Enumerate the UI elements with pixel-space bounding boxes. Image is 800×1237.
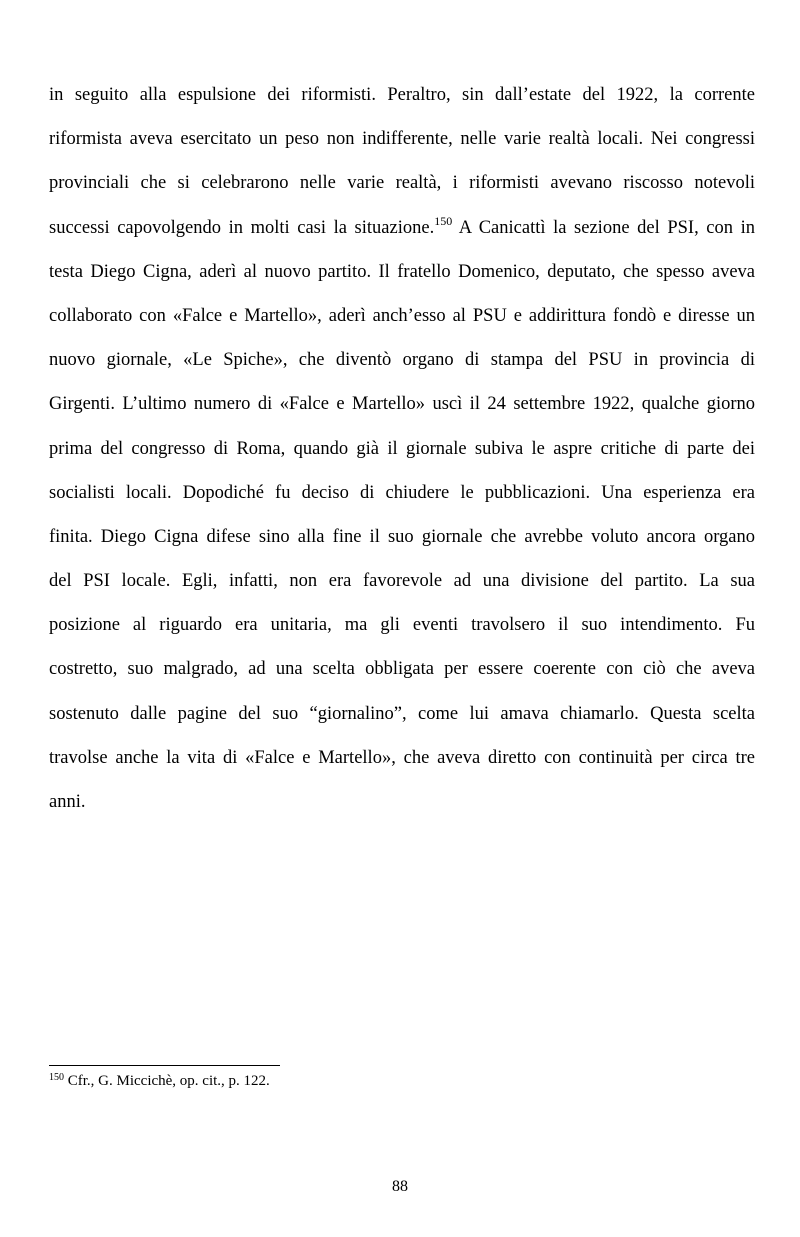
text-line: nuovo giornale, «Le Spiche», che diventò organo di stampa del PSU in provincia di bbox=[49, 350, 755, 371]
text-line: posizione al riguardo era unitaria, ma gli eventi travolsero il suo intendimento. Fu bbox=[49, 615, 755, 636]
text-line: anni. bbox=[49, 792, 86, 812]
text-line: sostenuto dalle pagine del suo “giornalino”, come lui amava chiamarlo. Questa scelta bbox=[49, 703, 755, 724]
body-text bbox=[49, 73, 755, 824]
text-line: del PSI locale. Egli, infatti, non era favorevole ad una divisione del partito. La sua bbox=[49, 571, 755, 592]
text-line: collaborato con «Falce e Martello», aderì anch’esso al PSU e addirittura fondò e diresse un bbox=[49, 305, 755, 326]
text-fragment: successi capovolgendo in molti casi la situazione. bbox=[49, 217, 435, 238]
text-line: in seguito alla espulsione dei riformisti. Peraltro, sin dall’estate del 1922, la corrente bbox=[49, 85, 755, 105]
text-line bbox=[49, 206, 755, 250]
footnote-text: Cfr., G. Miccichè, op. cit., p. 122. bbox=[64, 1073, 270, 1089]
text-line: finita. Diego Cigna difese sino alla fine il suo giornale che avrebbe voluto ancora organo bbox=[49, 526, 755, 547]
text-line: socialisti locali. Dopodiché fu deciso di chiudere le pubblicazioni. Una esperienza era bbox=[49, 482, 755, 503]
footnote bbox=[49, 1071, 270, 1091]
footnote-separator bbox=[49, 1065, 280, 1066]
text-line: provinciali che si celebrarono nelle varie realtà, i riformisti avevano riscosso notevoli bbox=[49, 173, 755, 194]
text-line: riformista aveva esercitato un peso non indifferente, nelle varie realtà locali. Nei congressi bbox=[49, 129, 755, 150]
text-line: travolse anche la vita di «Falce e Martello», che aveva diretto con continuità per circa tre bbox=[49, 747, 755, 768]
footnote-reference[interactable]: 150 bbox=[434, 213, 453, 228]
text-line: prima del congresso di Roma, quando già il giornale subiva le aspre critiche di parte dei bbox=[49, 438, 755, 459]
text-line: Girgenti. L’ultimo numero di «Falce e Martello» uscì il 24 settembre 1922, qualche giorno bbox=[49, 394, 755, 415]
text-line: costretto, suo malgrado, ad una scelta obbligata per essere coerente con ciò che aveva bbox=[49, 659, 755, 680]
footnote-number: 150 bbox=[49, 1072, 64, 1083]
page-number: 88 bbox=[392, 1178, 408, 1195]
text-fragment: A Canicattì la sezione del PSI, con in bbox=[452, 217, 755, 238]
text-line: testa Diego Cigna, aderì al nuovo partito. Il fratello Domenico, deputato, che spesso aveva bbox=[49, 261, 755, 282]
